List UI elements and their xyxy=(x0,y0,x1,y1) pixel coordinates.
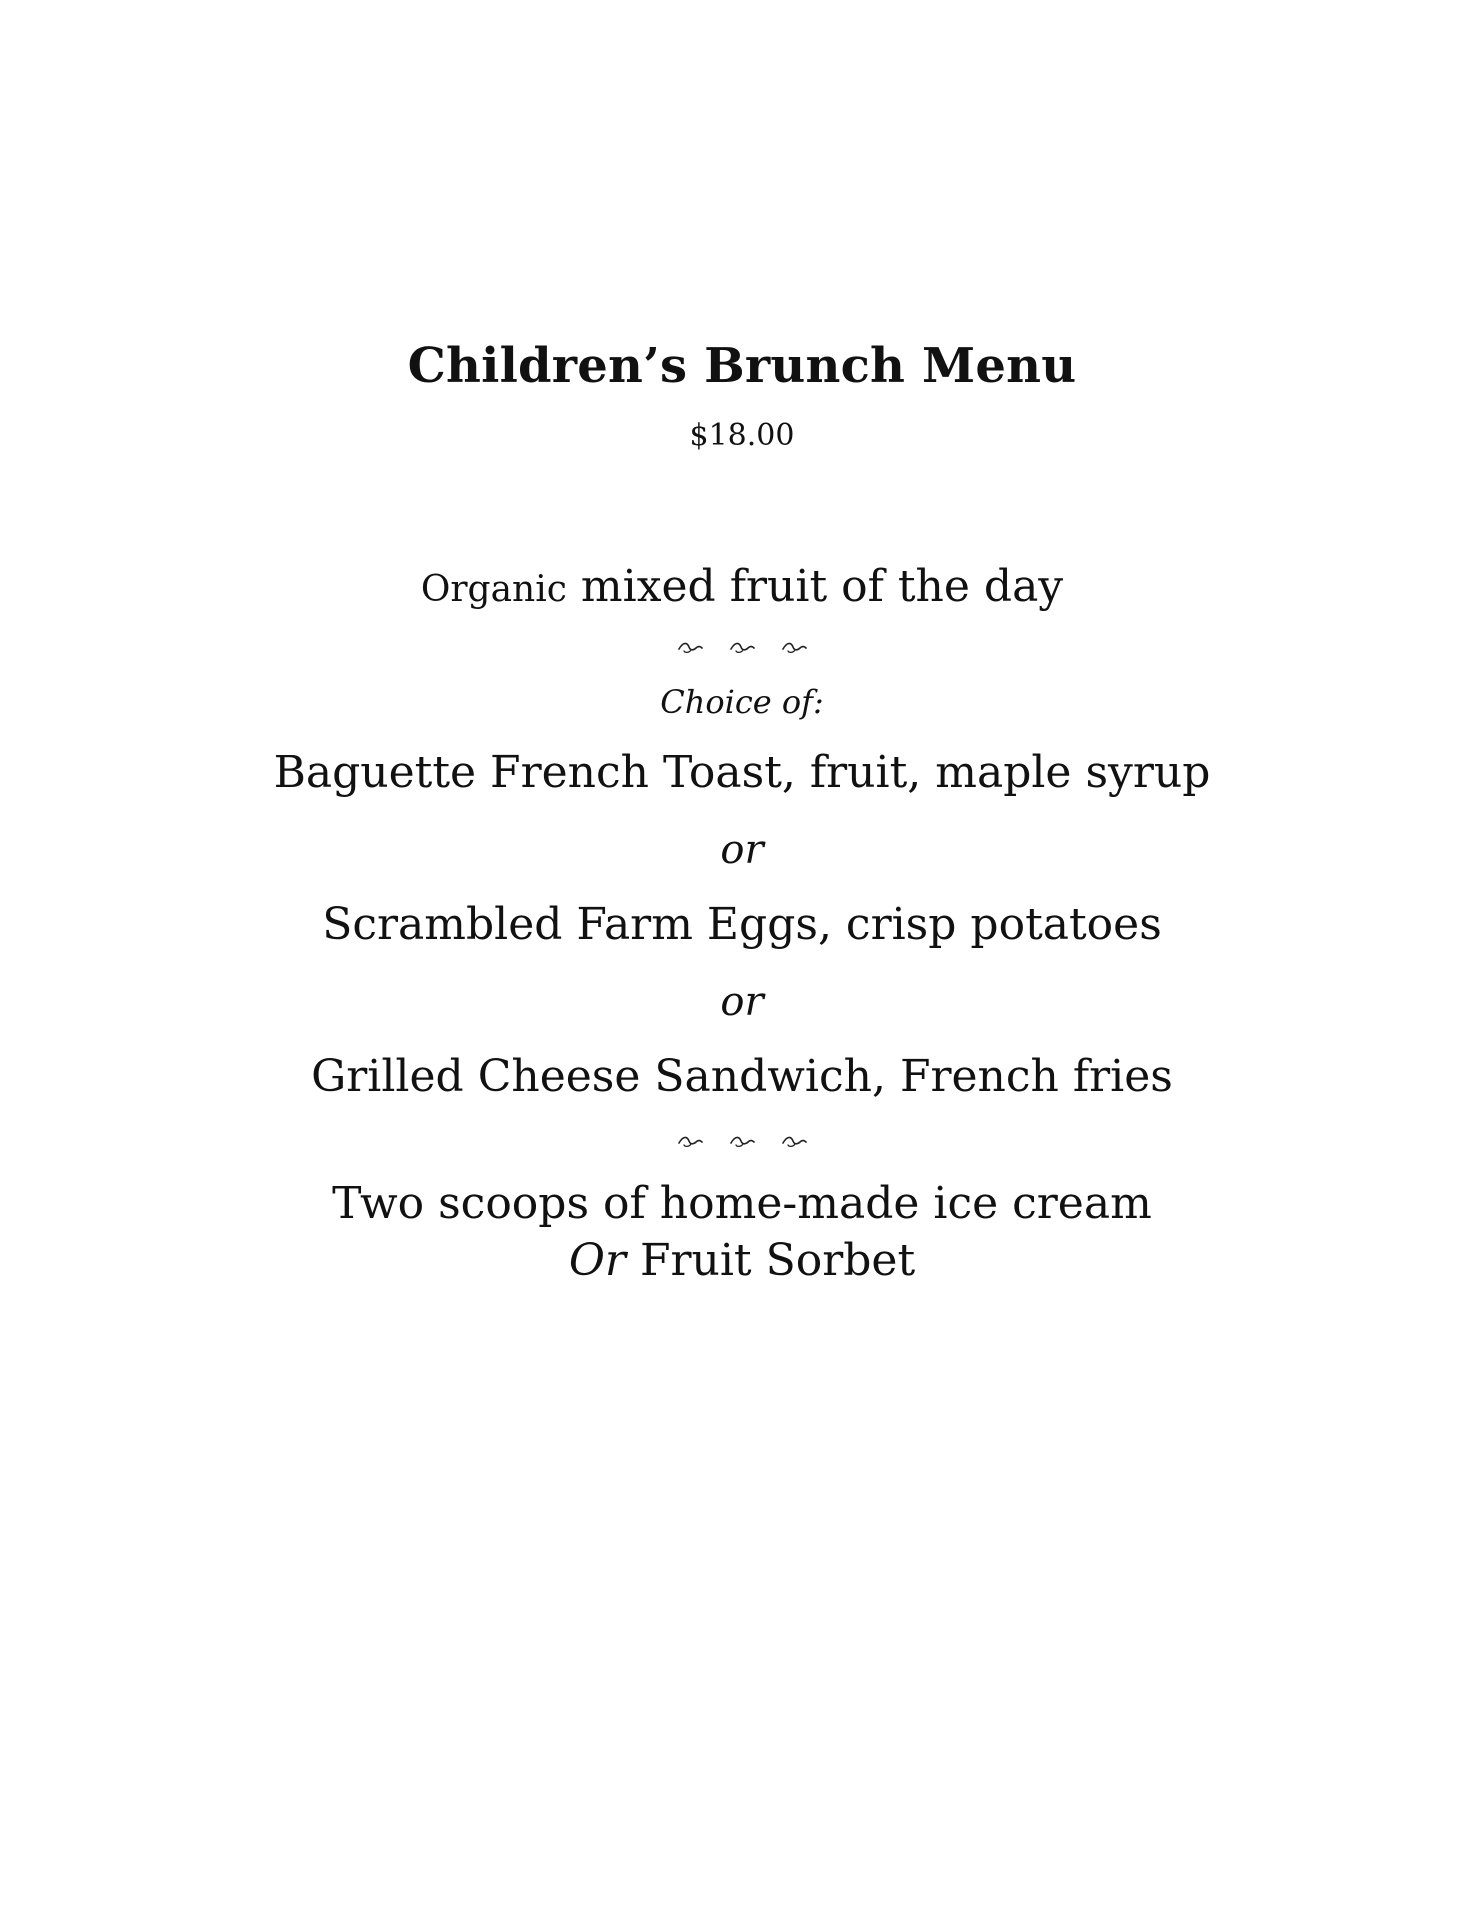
flourish-icon xyxy=(729,1134,755,1148)
dessert-or: Or xyxy=(568,1235,626,1286)
ornament-divider xyxy=(0,640,1484,654)
flourish-icon xyxy=(781,1134,807,1148)
starter-line xyxy=(0,561,1484,614)
choice-label: Choice of: xyxy=(660,683,824,721)
dessert-line: Two scoops of home-made ice cream xyxy=(332,1178,1152,1229)
flourish-icon xyxy=(677,640,703,654)
starter-prefix: Organic xyxy=(420,569,567,610)
menu-title: Children’s Brunch Menu xyxy=(407,338,1077,394)
flourish-icon xyxy=(677,1134,703,1148)
main-item: Scrambled Farm Eggs, crisp potatoes xyxy=(322,899,1162,950)
dessert-alternative xyxy=(0,1235,1484,1288)
starter-text: mixed fruit of the day xyxy=(566,561,1064,612)
flourish-icon xyxy=(729,640,755,654)
main-item: Grilled Cheese Sandwich, French fries xyxy=(311,1051,1173,1102)
ornament-divider xyxy=(0,1134,1484,1148)
flourish-icon xyxy=(781,640,807,654)
dessert-alt-text: Fruit Sorbet xyxy=(625,1235,916,1286)
or-separator: or xyxy=(720,827,764,873)
main-item: Baguette French Toast, fruit, maple syrup xyxy=(273,747,1211,798)
or-separator: or xyxy=(720,979,764,1025)
menu-price: $18.00 xyxy=(689,418,795,453)
